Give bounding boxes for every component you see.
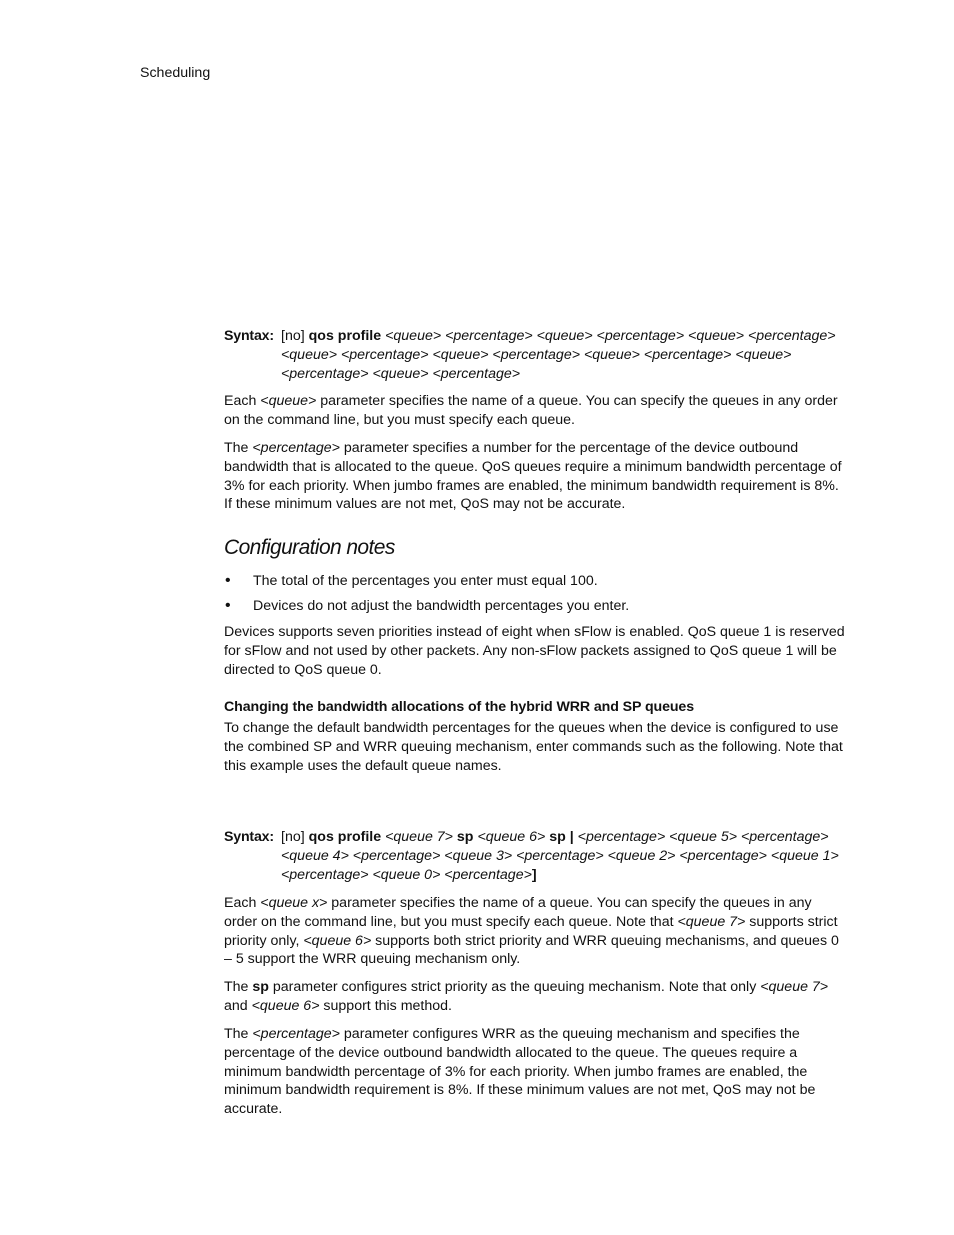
syntax-block-hybrid [224,828,869,884]
text: order on the command line, but you must specify each queue. Note that [224,913,678,930]
text: and [224,997,252,1014]
paragraph-line: 3% for each priority. When jumbo frames are enabled, the minimum bandwidth requirement is 8%. [224,477,839,494]
sflow-note-paragraph [224,623,869,679]
percentage-wrr-paragraph [224,1025,869,1119]
term: <queue 7> [677,913,746,930]
paragraph-line: the combined SP and WRR queuing mechanism, enter commands such as the following. Note that [224,738,843,755]
syntax-label: Syntax: [224,328,274,344]
sp-parameter-paragraph [224,978,869,1016]
paragraph-line: percentage of the device outbound bandwidth allocated to the queue. The queues require a [224,1044,798,1061]
term: <queue 6> [251,997,320,1014]
paragraph-line: To change the default bandwidth percentages for the queues when the device is configured to use [224,720,839,736]
bullet-item [224,597,869,616]
paragraph-line: bandwidth that is allocated to the queue. QoS queues require a minimum bandwidth percentage of [224,458,842,475]
syntax-args-line3: <percentage> <queue> <percentage> [281,365,521,382]
term: <queue x> [260,895,328,911]
percentage-parameter-paragraph [224,439,869,514]
syntax-args-line1: <percentage> <queue 5> <percentage> [577,829,829,845]
term: <queue 6> [303,932,372,949]
bullet-icon: • [225,596,231,614]
text: support this method. [319,997,452,1014]
hybrid-queues-heading: Changing the bandwidth allocations of the hybrid WRR and SP queues [224,699,695,715]
text: The [224,1026,253,1042]
term: <percentage> [252,440,340,456]
syntax-arg: <queue 6> [477,829,546,845]
syntax-args-line3: <percentage> <queue 0> <percentage> [281,866,532,883]
term: <percentage> [252,1026,340,1042]
paragraph-line: Devices supports seven priorities instead of eight when sFlow is enabled. QoS queue 1 is reserved [224,624,845,640]
syntax-body [281,828,869,884]
command-name: qos profile [308,328,382,344]
term: <queue> [260,393,317,409]
paragraph-line: minimum bandwidth requirement is 8%. If these minimum values are not met, QoS may not be [224,1082,816,1099]
syntax-block-qos-profile [224,327,869,383]
syntax-args-line1: <queue> <percentage> <queue> <percentage> <queue> <percentage> [385,328,836,344]
text: supports both strict priority and WRR queuing mechanisms, and queues 0 [371,932,839,949]
paragraph-line: If these minimum values are not met, QoS may not be accurate. [224,496,626,513]
bullet-item [224,572,869,591]
text: priority only, [224,932,304,949]
running-header: Scheduling [140,65,211,81]
syntax-prefix: [no] [281,328,305,344]
text: The [224,979,253,995]
paragraph-line: accurate. [224,1101,283,1118]
paragraph-line: directed to QoS queue 0. [224,661,382,678]
bullet-text: Devices do not adjust the bandwidth percentages you enter. [253,597,630,614]
queue-parameter-paragraph [224,392,869,430]
syntax-keyword: sp [456,829,474,845]
syntax-arg: <queue 7> [385,829,453,845]
term: <queue 7> [760,979,829,995]
syntax-args-line2: <queue 4> <percentage> <queue 3> <percentage> <queue 2> <percentage> <queue 1> [281,847,839,864]
text: parameter configures WRR as the queuing mechanism and specifies the [339,1026,800,1042]
syntax-keyword: sp | [549,829,574,845]
paragraph-line: on the command line, but you must specify each queue. [224,411,575,428]
paragraph-line: minimum bandwidth percentage of 3% for each priority. When jumbo frames are enabled, the [224,1063,808,1080]
command-name: qos profile [308,829,382,845]
bullet-text: The total of the percentages you enter must equal 100. [253,573,598,589]
text: Each [224,393,261,409]
hybrid-queues-paragraph [224,719,869,775]
syntax-bracket: ] [531,866,537,883]
syntax-prefix: [no] [281,829,305,845]
paragraph-line: – 5 support the WRR queuing mechanism only. [224,951,521,968]
configuration-notes-bullets [224,572,869,616]
text: The [224,440,253,456]
syntax-body [281,327,869,383]
bullet-icon: • [225,572,231,589]
syntax-label: Syntax: [224,829,274,845]
text: parameter specifies a number for the percentage of the device outbound [339,440,799,456]
term: sp [252,979,269,995]
syntax-args-line2: <queue> <percentage> <queue> <percentage> <queue> <percentage> <queue> [281,346,792,363]
paragraph-line: this example uses the default queue names. [224,757,502,774]
text: Each [224,895,261,911]
text: parameter configures strict priority as the queuing mechanism. Note that only [268,979,761,995]
text: parameter specifies the name of a queue. You can specify the queues in any order [316,393,838,409]
text: parameter specifies the name of a queue. You can specify the queues in any [327,895,812,911]
configuration-notes-heading: Configuration notes [224,536,395,559]
paragraph-line: for sFlow and not used by other packets. Any non-sFlow packets assigned to QoS queue 1 will be [224,642,837,659]
text: supports strict [745,913,838,930]
queue-x-parameter-paragraph [224,894,869,969]
